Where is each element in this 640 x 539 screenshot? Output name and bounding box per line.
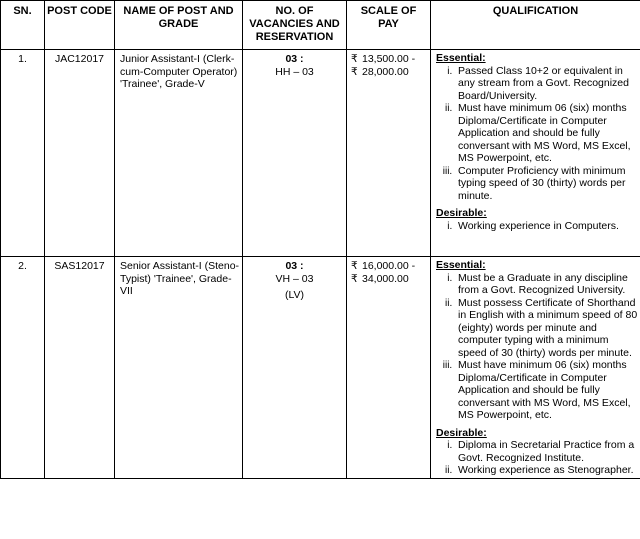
rupee-symbol: ₹ xyxy=(351,65,358,78)
row-sn: 2. xyxy=(1,257,45,479)
vacancy-reservation: VH – 03 xyxy=(275,272,314,285)
desirable-heading: Desirable: xyxy=(436,426,487,439)
pay-min: 16,000.00 - xyxy=(362,260,416,272)
row-pay-scale xyxy=(347,50,431,257)
essential-list xyxy=(436,272,638,422)
desirable-heading: Desirable: xyxy=(436,207,487,219)
list-item: iii. Computer Proficiency with minimum typing speed of 30 (thirty) words per minute. xyxy=(455,165,638,203)
list-item: i. Must be a Graduate in any discipline from a Govt. Recognized University. xyxy=(455,272,638,297)
header-qualification: QUALIFICATION xyxy=(431,1,640,50)
pay-min: 13,500.00 - xyxy=(362,53,416,65)
vacancy-reservation: HH – 03 xyxy=(275,65,314,78)
table-row xyxy=(1,257,640,479)
table-row xyxy=(1,50,640,257)
essential-heading: Essential: xyxy=(436,52,486,64)
list-item: iii. Must have minimum 06 (six) months Diploma/Certificate in Computer Application and should be fully conversant with MS Word, MS Excel, MS Powerpoint, etc. xyxy=(455,359,638,422)
vacancy-extra: (LV) xyxy=(284,289,305,301)
list-item: ii. Working experience as Stenographer. xyxy=(455,464,638,477)
row-post-name: Junior Assistant-I (Clerk-cum-Computer Operator) 'Trainee', Grade-V xyxy=(115,50,243,257)
list-item: i. Passed Class 10+2 or equivalent in any stream from a Govt. Recognized Board/University. xyxy=(455,65,638,103)
row-post-name: Senior Assistant-I (Steno-Typist) 'Trainee', Grade-VII xyxy=(115,257,243,479)
pay-max: 28,000.00 xyxy=(362,65,409,78)
list-item: i. Working experience in Computers. xyxy=(455,220,638,233)
header-post-code: POST CODE xyxy=(45,1,115,50)
desirable-list xyxy=(436,439,638,477)
row-sn: 1. xyxy=(1,50,45,257)
essential-heading: Essential: xyxy=(436,259,486,271)
row-qualification xyxy=(431,257,640,479)
row-pay-scale xyxy=(347,257,431,479)
pay-max: 34,000.00 xyxy=(362,272,409,285)
row-post-code: SAS12017 xyxy=(45,257,115,479)
vacancy-count: 03 : xyxy=(285,53,304,65)
header-vacancies: NO. OF VACANCIES AND RESERVATION xyxy=(243,1,347,50)
header-row xyxy=(1,1,640,50)
essential-list xyxy=(436,65,638,203)
vacancy-count: 03 : xyxy=(285,260,304,272)
rupee-symbol: ₹ xyxy=(351,53,358,65)
list-item: i. Diploma in Secretarial Practice from a Govt. Recognized Institute. xyxy=(455,439,638,464)
header-name-grade: NAME OF POST AND GRADE xyxy=(115,1,243,50)
row-vacancies xyxy=(243,50,347,257)
desirable-list xyxy=(436,220,638,233)
row-vacancies xyxy=(243,257,347,479)
row-post-code: JAC12017 xyxy=(45,50,115,257)
rupee-symbol: ₹ xyxy=(351,272,358,285)
list-item: ii. Must possess Certificate of Shorthand in English with a minimum speed of 80 (eighty) words per minute and computer typing with a minimum speed of 30 (thirty) words per minute. xyxy=(455,297,638,360)
rupee-symbol: ₹ xyxy=(351,260,358,272)
header-scale-pay: SCALE OF PAY xyxy=(347,1,431,50)
header-sn: SN. xyxy=(1,1,45,50)
list-item: ii. Must have minimum 06 (six) months Diploma/Certificate in Computer Application and should be fully conversant with MS Word, MS Excel, MS Powerpoint, etc. xyxy=(455,102,638,165)
row-qualification xyxy=(431,50,640,257)
